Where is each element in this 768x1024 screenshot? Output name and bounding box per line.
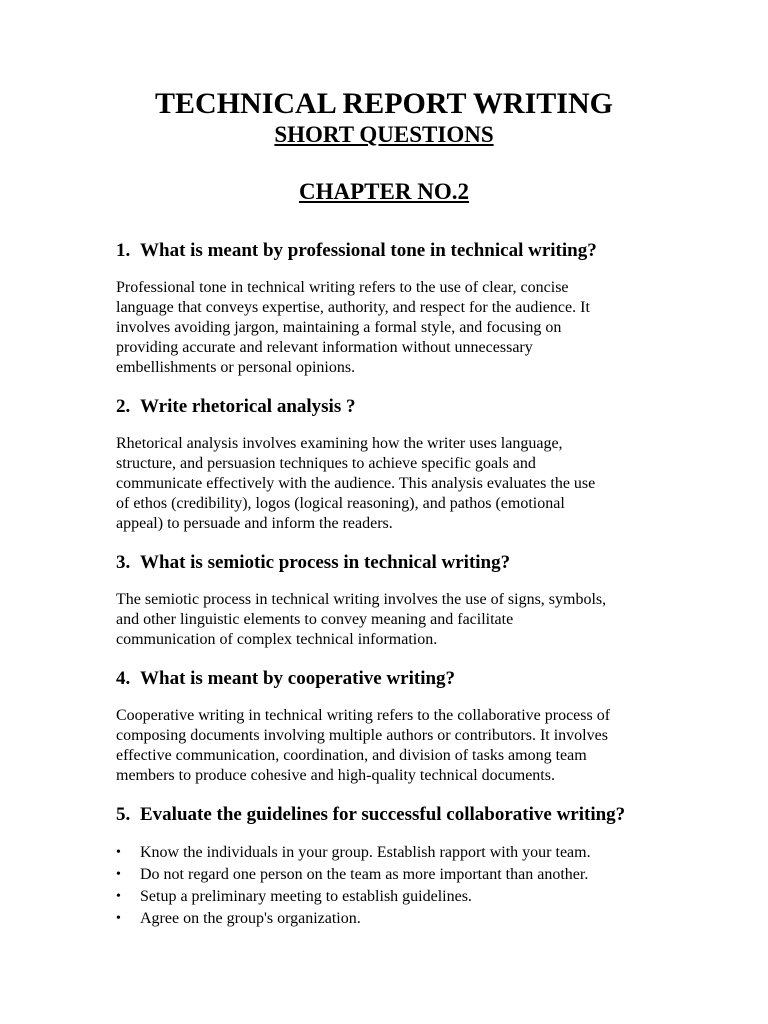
page-subtitle: SHORT QUESTIONS xyxy=(274,122,494,147)
guidelines-list xyxy=(116,842,686,930)
answer-paragraph xyxy=(116,590,686,650)
question-number: 5. xyxy=(116,804,131,825)
questions-section xyxy=(116,238,686,930)
question-heading xyxy=(116,550,686,576)
answer-line: effective communication, coordination, and division of tasks among team xyxy=(116,747,587,764)
question-text: Write rhetorical analysis ? xyxy=(140,396,356,417)
answer-line: structure, and persuasion techniques to achieve specific goals and xyxy=(116,455,536,472)
question-number: 1. xyxy=(116,240,131,261)
bullet-icon: • xyxy=(116,845,121,860)
answer-line: language that conveys expertise, authority, and respect for the audience. It xyxy=(116,299,590,316)
bullet-icon: • xyxy=(116,867,121,882)
question-heading xyxy=(116,394,686,420)
question-heading xyxy=(116,802,686,828)
answer-line: Rhetorical analysis involves examining how the writer uses language, xyxy=(116,435,563,452)
question-text: What is meant by professional tone in technical writing? xyxy=(140,240,597,261)
answer-paragraph xyxy=(116,706,686,786)
list-item xyxy=(116,886,686,908)
answer-paragraph xyxy=(116,434,686,534)
list-item-text: Do not regard one person on the team as more important than another. xyxy=(140,866,589,883)
answer-line: The semiotic process in technical writing involves the use of signs, symbols, xyxy=(116,591,607,608)
question-number: 3. xyxy=(116,552,131,573)
answer-line: and other linguistic elements to convey meaning and facilitate xyxy=(116,611,514,628)
answer-line: communication of complex technical information. xyxy=(116,631,438,648)
list-item xyxy=(116,842,686,864)
question-heading xyxy=(116,666,686,692)
question-text: Evaluate the guidelines for successful collaborative writing? xyxy=(140,804,626,825)
answer-line: of ethos (credibility), logos (logical reasoning), and pathos (emotional xyxy=(116,495,565,512)
bullet-icon: • xyxy=(116,889,121,904)
answer-line: appeal) to persuade and inform the readers. xyxy=(116,515,393,532)
list-item-text: Setup a preliminary meeting to establish guidelines. xyxy=(140,888,472,905)
question-number: 4. xyxy=(116,668,131,689)
answer-paragraph xyxy=(116,278,686,378)
chapter-heading: CHAPTER NO.2 xyxy=(299,179,469,204)
question-text: What is meant by cooperative writing? xyxy=(140,668,456,689)
list-item xyxy=(116,908,686,930)
answer-line: Cooperative writing in technical writing refers to the collaborative process of xyxy=(116,707,611,724)
question-text: What is semiotic process in technical writing? xyxy=(140,552,511,573)
answer-line: composing documents involving multiple authors or contributors. It involves xyxy=(116,727,608,744)
answer-line: embellishments or personal opinions. xyxy=(116,359,356,376)
answer-line: involves avoiding jargon, maintaining a formal style, and focusing on xyxy=(116,319,562,336)
answer-line: communicate effectively with the audience. This analysis evaluates the use xyxy=(116,475,596,492)
bullet-icon: • xyxy=(116,911,121,926)
list-item xyxy=(116,864,686,886)
list-item-text: Know the individuals in your group. Establish rapport with your team. xyxy=(140,844,591,861)
answer-line: Professional tone in technical writing refers to the use of clear, concise xyxy=(116,279,569,296)
list-item-text: Agree on the group's organization. xyxy=(140,910,361,927)
answer-line: members to produce cohesive and high-quality technical documents. xyxy=(116,767,555,784)
question-heading xyxy=(116,238,686,264)
question-number: 2. xyxy=(116,396,131,417)
page-title: TECHNICAL REPORT WRITING xyxy=(155,87,613,120)
answer-line: providing accurate and relevant information without unnecessary xyxy=(116,339,533,356)
